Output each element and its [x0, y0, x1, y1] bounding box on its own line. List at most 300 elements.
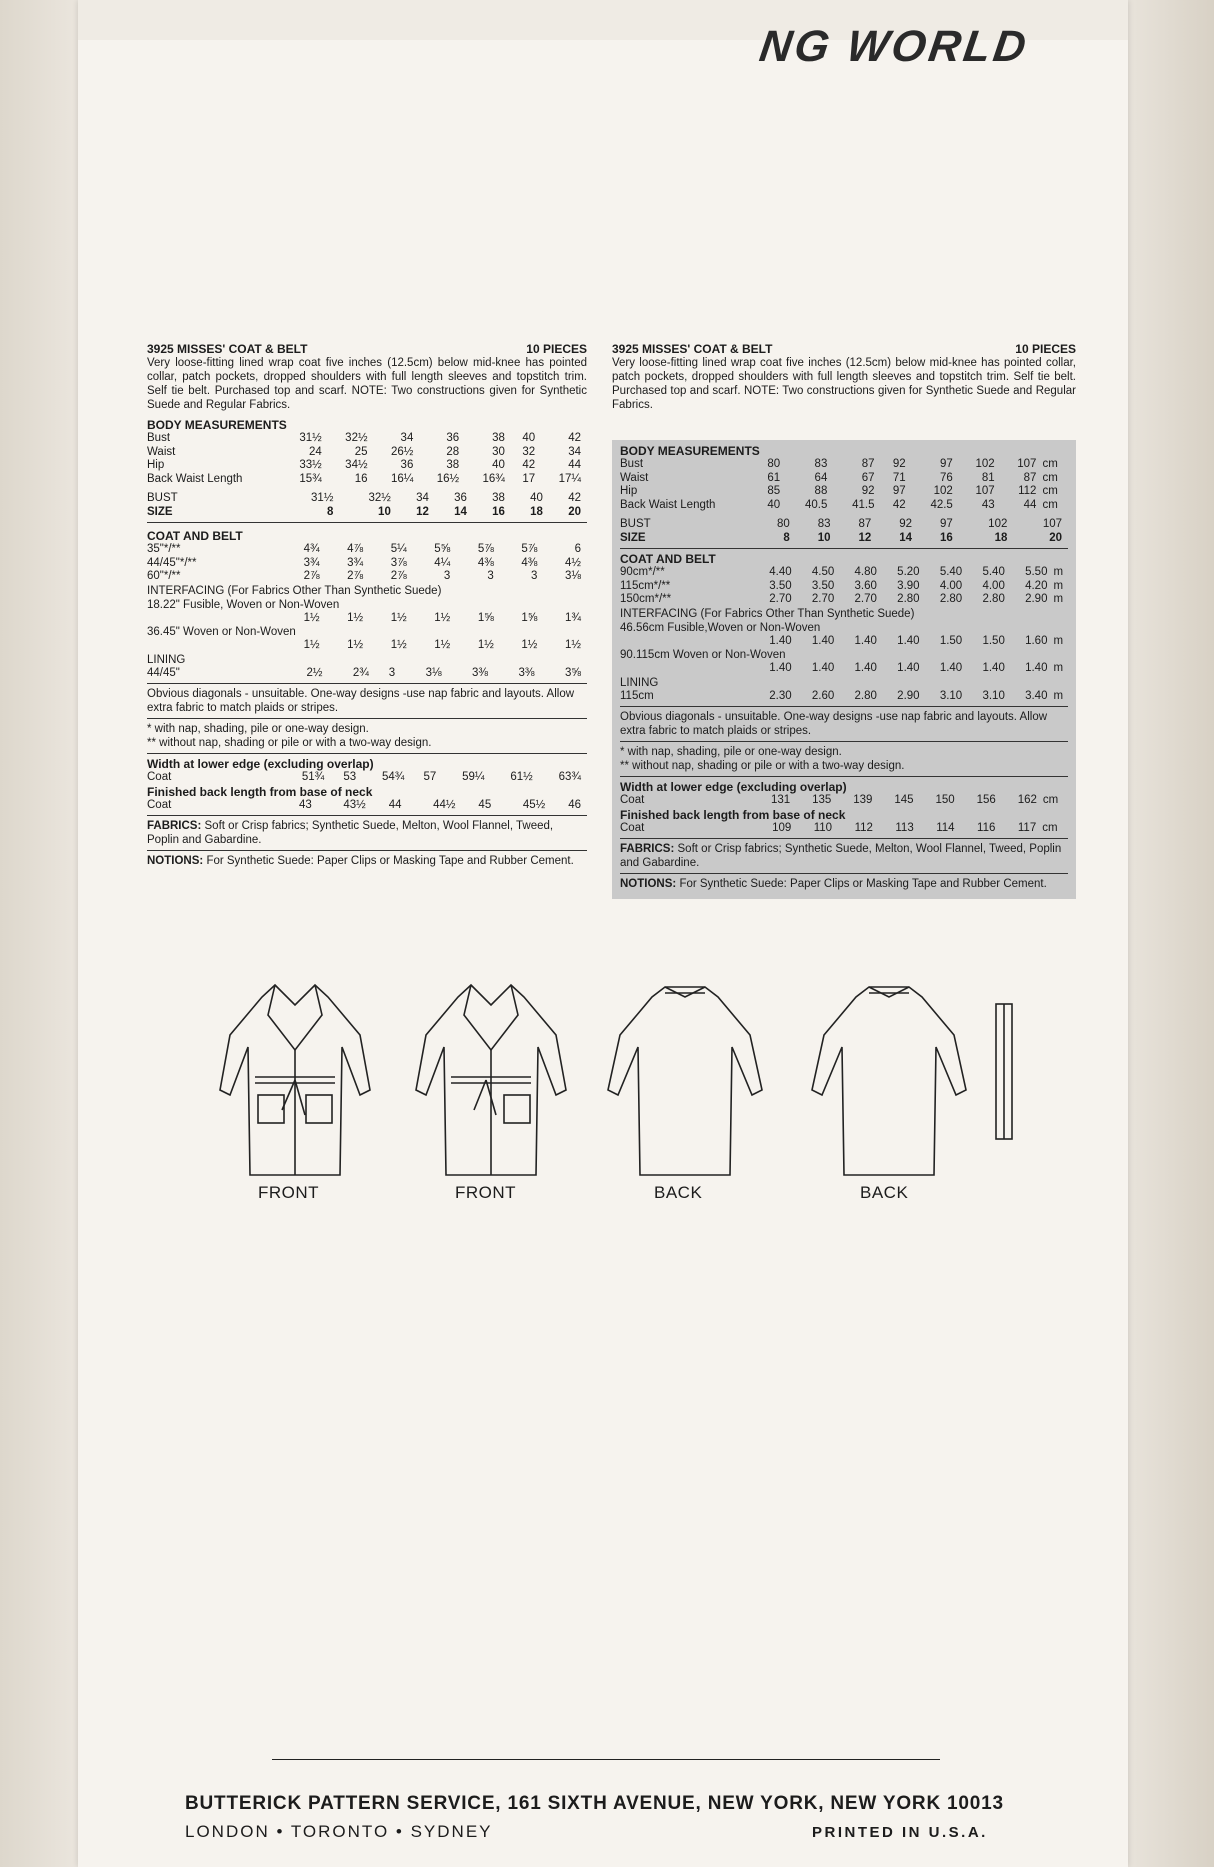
row-value: 2¾: [352, 666, 369, 679]
row-label: [620, 662, 755, 676]
table-row: [147, 492, 587, 506]
row-value: 4.40: [769, 566, 792, 578]
row-value: 3.50: [769, 579, 792, 592]
row-value: 61½: [510, 771, 533, 783]
row-value: 2.80: [939, 593, 963, 605]
left-lining: LINING: [147, 653, 186, 666]
table-row: [147, 612, 587, 626]
row-value: 36: [454, 492, 467, 504]
row-value: 53: [343, 771, 357, 783]
row-value: 139: [853, 794, 873, 806]
row-value: 2.80: [982, 593, 1005, 605]
row-value: 43: [298, 798, 312, 811]
row-label: Back Waist Length: [620, 498, 716, 511]
left-rule-2: [147, 683, 587, 684]
row-value: 16: [492, 505, 505, 518]
row-value: 28: [446, 445, 460, 458]
right-pieces: 10 PIECES: [1015, 342, 1076, 356]
row-value: 3⅛: [425, 666, 442, 679]
right-fabrics-label: FABRICS:: [620, 843, 675, 855]
row-label: 35"*/**: [147, 543, 181, 555]
row-value: 20: [568, 505, 581, 518]
row-value: 1½: [434, 611, 451, 624]
row-value: 33½: [299, 459, 322, 471]
row-value: 87: [858, 518, 872, 530]
row-value: 1.40: [1025, 662, 1048, 674]
row-value: 5⅞: [521, 543, 538, 555]
envelope-left-flap: [0, 0, 80, 1867]
row-value: 43½: [343, 798, 366, 811]
table-row: [620, 499, 1068, 513]
left-interfacing: INTERFACING (For Fabrics Other Than Synthetic Suede): [147, 584, 442, 597]
row-value: 97: [940, 458, 953, 470]
row-value: 42: [568, 432, 581, 444]
row-value: 16: [939, 531, 953, 544]
row-value: 38: [492, 432, 505, 444]
table-row: [147, 570, 587, 584]
row-value: 3⅜: [518, 666, 535, 679]
row-value: 113: [895, 821, 914, 834]
row-value: 34: [568, 445, 581, 458]
row-value: 145: [894, 794, 914, 806]
right-nap2: ** without nap, shading or pile or with a two-way design.: [620, 760, 905, 772]
row-value: 40: [767, 498, 781, 511]
row-label: [147, 612, 282, 626]
table-row: [147, 557, 587, 571]
left-header: [147, 342, 587, 356]
right-fabrics: [620, 842, 1068, 870]
row-value: 85: [767, 485, 781, 497]
row-label: Back Waist Length: [147, 472, 243, 485]
row-value: 2.60: [811, 689, 835, 702]
row-value: 32½: [368, 492, 391, 504]
row-label: [147, 639, 282, 653]
row-value: 1.40: [769, 634, 792, 647]
row-value: 25: [354, 445, 368, 458]
row-unit: m: [1053, 662, 1064, 674]
coat-back-illustration-1: [600, 975, 770, 1205]
metric-column: [612, 440, 1076, 899]
right-int1-label: 46.56cm Fusible,Woven or Non-Woven: [620, 621, 821, 634]
left-description: Very loose-fitting lined wrap coat five inches (12.5cm) below mid-knee has pointed collar, patch pockets, dropped shoulders with full length sleeves and topstitch trim. Self tie belt. Purchased top and scarf. NOTE: Two constructions given for Synthetic Suede and Regular Fabrics.: [147, 357, 587, 411]
row-value: 116: [977, 821, 996, 834]
table-row: [620, 593, 1068, 607]
row-value: 4.20: [1025, 579, 1048, 592]
row-value: 102: [988, 518, 1008, 530]
table-row: [147, 459, 587, 473]
row-value: 3.10: [982, 689, 1005, 702]
row-value: 16¾: [482, 472, 505, 485]
row-value: 1⅝: [477, 611, 494, 624]
row-value: 3.40: [1025, 689, 1048, 702]
row-value: 3.60: [854, 579, 877, 592]
row-value: 87: [861, 458, 875, 470]
row-value: 34½: [345, 459, 368, 471]
row-value: 107: [975, 485, 995, 497]
row-value: 34: [416, 492, 429, 504]
row-value: 64: [814, 471, 828, 484]
row-value: 3: [443, 570, 451, 582]
table-row: [620, 532, 1068, 546]
table-row: [620, 635, 1068, 649]
row-value: 57: [423, 771, 437, 783]
right-size-table: [620, 518, 1068, 545]
left-nap2: ** without nap, shading or pile or with a two-way design.: [147, 737, 432, 749]
right-description: Very loose-fitting lined wrap coat five inches (12.5cm) below mid-knee has pointed collar, patch pockets, dropped shoulders with full length sleeves and topstitch trim. Self tie belt. Purchased top and scarf. NOTE: Two constructions given for Synthetic Suede and Regular Fabrics.: [612, 357, 1076, 411]
row-value: 36: [446, 432, 460, 444]
row-value: 112: [1018, 485, 1037, 497]
row-label: Coat: [147, 798, 172, 811]
table-row: [147, 473, 587, 487]
row-value: 97: [892, 485, 906, 497]
row-label: SIZE: [620, 531, 646, 544]
imperial-column: [147, 342, 587, 868]
right-interfacing: INTERFACING (For Fabrics Other Than Synthetic Suede): [620, 607, 915, 620]
row-label: 115cm: [620, 689, 654, 702]
row-label: Coat: [620, 821, 645, 834]
right-width-table: [620, 794, 1068, 808]
row-value: 3¾: [347, 556, 364, 569]
row-value: 1½: [390, 611, 407, 624]
row-value: 15¾: [299, 472, 322, 485]
row-value: 81: [981, 471, 995, 484]
row-value: 45: [478, 798, 492, 811]
row-value: 2⅞: [303, 570, 320, 582]
row-value: 83: [814, 458, 828, 470]
row-value: 1.40: [769, 662, 792, 674]
row-label: [620, 635, 755, 649]
row-value: 1½: [521, 639, 538, 651]
row-value: 4.00: [939, 579, 963, 592]
row-value: 36: [400, 459, 414, 471]
row-value: 3: [530, 570, 538, 582]
row-value: 1.40: [897, 634, 920, 647]
row-value: 41.5: [852, 498, 875, 511]
right-nap1: * with nap, shading, pile or one-way design.: [620, 746, 842, 758]
envelope-right-flap: [1124, 0, 1214, 1867]
row-value: 31½: [311, 492, 334, 504]
row-value: 1½: [347, 611, 364, 624]
row-value: 1⅝: [521, 611, 538, 624]
right-header: [612, 342, 1076, 356]
row-label: Waist: [620, 471, 649, 484]
row-value: 40: [522, 432, 536, 444]
row-value: 107: [1042, 518, 1062, 530]
row-value: 2.80: [897, 593, 920, 605]
row-value: 2.90: [1025, 593, 1048, 605]
table-row: [620, 580, 1068, 594]
row-value: 2.90: [897, 689, 920, 702]
row-value: 3⅛: [565, 570, 581, 582]
row-value: 4½: [565, 556, 581, 569]
row-value: 2⅞: [390, 570, 407, 582]
row-value: 4¼: [434, 556, 451, 569]
row-value: 16¼: [390, 472, 414, 485]
row-value: 1½: [390, 639, 407, 651]
row-value: 3.90: [897, 579, 920, 592]
left-width-table: [147, 771, 587, 785]
row-label: 150cm*/**: [620, 593, 672, 605]
row-value: 44: [568, 459, 581, 471]
row-value: 4⅞: [347, 543, 364, 555]
row-unit: cm: [1042, 498, 1058, 511]
table-row: [620, 485, 1068, 499]
row-value: 16: [354, 472, 368, 485]
left-rule-1: [147, 522, 587, 523]
row-value: 80: [767, 458, 781, 470]
row-unit: cm: [1042, 821, 1058, 834]
row-value: 38: [492, 492, 505, 504]
footer-company: BUTTERICK PATTERN SERVICE, 161 SIXTH AVENUE, NEW YORK, NEW YORK 10013: [185, 1793, 1004, 1814]
row-value: 45½: [522, 798, 546, 811]
table-row: [147, 446, 587, 460]
row-value: 1.40: [811, 634, 835, 647]
row-value: 3⅝: [565, 666, 581, 679]
table-row: [147, 506, 587, 520]
row-value: 131: [770, 794, 791, 806]
row-value: 3⅜: [472, 666, 489, 679]
left-rule-4: [147, 753, 587, 754]
row-unit: cm: [1042, 458, 1058, 470]
row-value: 51¾: [301, 771, 325, 783]
table-row: [147, 667, 587, 681]
right-rule-1: [620, 548, 1068, 549]
row-value: 2.70: [854, 593, 877, 605]
right-diagonals: Obvious diagonals - unsuitable. One-way designs -use nap fabric and layouts. Allow extra fabric to match plaids or stripes.: [620, 711, 1048, 737]
left-int2-label: 36.45" Woven or Non-Woven: [147, 626, 296, 638]
row-value: 1.50: [982, 634, 1005, 647]
right-body-title: BODY MEASUREMENTS: [620, 444, 760, 458]
left-notions-label: NOTIONS:: [147, 855, 204, 867]
row-unit: m: [1053, 566, 1064, 578]
left-nap1: * with nap, shading, pile or one-way design.: [147, 723, 369, 735]
table-row: [147, 543, 587, 557]
row-value: 5⅝: [434, 543, 451, 555]
right-notions-text: For Synthetic Suede: Paper Clips or Masking Tape and Rubber Cement.: [679, 878, 1047, 890]
left-title: 3925 MISSES' COAT & BELT: [147, 342, 308, 356]
row-value: 4¾: [303, 543, 320, 555]
right-coat-table: [620, 566, 1068, 607]
left-size-table: [147, 492, 587, 519]
left-fabrics-text: Soft or Crisp fabrics; Synthetic Suede, Melton, Wool Flannel, Tweed, Poplin and Gabardine.: [147, 820, 554, 846]
row-value: 102: [975, 458, 995, 470]
row-value: 44: [1023, 498, 1037, 511]
row-label: Bust: [147, 432, 171, 444]
left-fabrics: [147, 819, 587, 847]
row-value: 5¼: [390, 543, 407, 555]
row-label: Bust: [620, 458, 644, 470]
row-value: 4.80: [854, 566, 877, 578]
row-value: 3: [388, 666, 396, 679]
label-front-1: FRONT: [258, 1183, 320, 1202]
row-value: 4⅜: [521, 556, 538, 569]
row-value: 135: [812, 794, 832, 806]
table-row: [620, 472, 1068, 486]
row-value: 117: [1017, 821, 1037, 834]
row-value: 102: [933, 485, 953, 497]
row-value: 87: [1023, 471, 1037, 484]
row-value: 3.10: [939, 689, 963, 702]
left-length-table: [147, 799, 587, 813]
row-value: 2⅞: [347, 570, 364, 582]
belt-illustration: [992, 1000, 1018, 1145]
table-row: [147, 771, 587, 785]
right-lining-table: [620, 690, 1068, 704]
row-value: 1¾: [565, 611, 581, 624]
left-notions-text: For Synthetic Suede: Paper Clips or Masking Tape and Rubber Cement.: [206, 855, 574, 867]
row-value: 3¾: [303, 556, 320, 569]
row-value: 80: [776, 518, 790, 530]
row-value: 5.40: [939, 566, 963, 578]
row-value: 18: [994, 531, 1008, 544]
row-value: 46: [568, 798, 581, 811]
table-row: [620, 794, 1068, 808]
left-rule-3: [147, 718, 587, 719]
row-value: 43: [981, 498, 995, 511]
row-value: 2.70: [769, 593, 792, 605]
row-value: 1.40: [982, 662, 1005, 674]
left-lining-table: [147, 667, 587, 681]
left-int1-label: 18.22" Fusible, Woven or Non-Woven: [147, 598, 340, 611]
row-value: 2.30: [769, 689, 792, 702]
row-value: 109: [772, 821, 792, 834]
row-label: BUST: [620, 518, 651, 530]
row-value: 42: [892, 498, 906, 511]
coat-front-illustration-1: [210, 975, 380, 1205]
left-fabrics-label: FABRICS:: [147, 820, 202, 832]
row-unit: m: [1053, 689, 1064, 702]
row-label: Waist: [147, 445, 176, 458]
left-rule-5: [147, 815, 587, 816]
row-value: 1.50: [939, 634, 963, 647]
table-row: [147, 432, 587, 446]
label-front-2: FRONT: [455, 1183, 517, 1202]
row-value: 1.40: [854, 634, 877, 647]
row-value: 150: [935, 794, 955, 806]
row-value: 1½: [477, 639, 494, 651]
right-length-table: [620, 822, 1068, 836]
right-int2-table: [620, 662, 1068, 676]
right-int2-label: 90.115cm Woven or Non-Woven: [620, 649, 786, 661]
row-value: 26½: [390, 445, 414, 458]
table-row: [147, 639, 587, 653]
right-rule-5: [620, 838, 1068, 839]
left-body-table: [147, 432, 587, 486]
row-value: 97: [939, 518, 953, 530]
row-unit: m: [1053, 634, 1064, 647]
row-value: 34: [400, 432, 414, 444]
row-value: 6: [574, 543, 581, 555]
row-value: 54¾: [381, 771, 405, 783]
coat-front-illustration-2: [406, 975, 576, 1205]
row-value: 20: [1049, 531, 1062, 544]
left-notions: [147, 854, 587, 868]
right-rule-2: [620, 706, 1068, 707]
left-coat-title: COAT AND BELT: [147, 529, 243, 543]
row-value: 4.50: [811, 566, 835, 578]
row-value: 1½: [303, 611, 320, 624]
row-value: 107: [1017, 458, 1037, 470]
left-diagonals: Obvious diagonals - unsuitable. One-way designs -use nap fabric and layouts. Allow extra fabric to match plaids or stripes.: [147, 688, 575, 714]
row-value: 42.5: [930, 498, 953, 511]
row-value: 1½: [303, 639, 320, 651]
row-label: Hip: [147, 459, 165, 471]
row-value: 83: [817, 518, 831, 530]
row-value: 1.40: [811, 662, 835, 674]
row-value: 92: [892, 458, 906, 470]
table-row: [620, 822, 1068, 836]
right-body-table: [620, 458, 1068, 512]
row-value: 18: [530, 505, 543, 518]
row-value: 4.00: [982, 579, 1005, 592]
row-value: 8: [327, 505, 334, 518]
row-value: 8: [783, 531, 790, 544]
row-value: 40: [530, 492, 543, 504]
right-rule-4: [620, 776, 1068, 777]
right-fabrics-text: Soft or Crisp fabrics; Synthetic Suede, Melton, Wool Flannel, Tweed, Poplin and Gabardine.: [620, 843, 1062, 869]
table-row: [147, 799, 587, 813]
table-row: [620, 566, 1068, 580]
row-value: 3.50: [811, 579, 835, 592]
row-value: 40: [492, 459, 505, 471]
row-value: 67: [861, 471, 875, 484]
left-pieces: 10 PIECES: [526, 342, 587, 356]
row-unit: m: [1053, 579, 1064, 592]
row-label: BUST: [147, 492, 178, 504]
row-value: 162: [1017, 794, 1037, 806]
right-notions: [620, 877, 1068, 891]
row-value: 1.40: [939, 662, 963, 674]
row-value: 156: [976, 794, 996, 806]
row-value: 4⅜: [477, 556, 494, 569]
row-value: 110: [813, 821, 833, 834]
row-label: 60"*/**: [147, 570, 181, 582]
left-length-title: Finished back length from base of neck: [147, 784, 373, 799]
left-width-title: Width at lower edge (excluding overlap): [147, 757, 374, 771]
row-value: 88: [814, 485, 828, 497]
row-value: 63¾: [558, 771, 581, 783]
coat-back-illustration-2: [804, 975, 974, 1205]
row-label: Hip: [620, 485, 638, 497]
row-value: 92: [861, 485, 875, 497]
row-value: 5.50: [1025, 566, 1048, 578]
row-value: 40.5: [804, 498, 828, 511]
row-value: 3⅞: [390, 556, 407, 569]
row-label: 115cm*/**: [620, 579, 671, 592]
left-body-title: BODY MEASUREMENTS: [147, 418, 287, 432]
row-value: 92: [899, 518, 912, 530]
row-value: 1.40: [897, 662, 920, 674]
row-value: 2.70: [811, 593, 835, 605]
row-value: 61: [767, 471, 781, 484]
row-label: Coat: [620, 794, 645, 806]
right-title: 3925 MISSES' COAT & BELT: [612, 342, 773, 356]
row-value: 1½: [565, 639, 581, 651]
row-value: 76: [940, 471, 953, 484]
row-label: 90cm*/**: [620, 566, 665, 578]
row-value: 32½: [345, 432, 368, 444]
label-back-1: BACK: [654, 1183, 703, 1202]
left-coat-table: [147, 543, 587, 584]
row-value: 44½: [433, 798, 456, 811]
footer-printed: PRINTED IN U.S.A.: [812, 1824, 988, 1841]
row-value: 31½: [299, 432, 322, 444]
row-unit: cm: [1042, 485, 1058, 497]
row-value: 42: [522, 459, 536, 471]
right-rule-3: [620, 741, 1068, 742]
row-value: 12: [858, 531, 872, 544]
row-unit: m: [1053, 593, 1064, 605]
